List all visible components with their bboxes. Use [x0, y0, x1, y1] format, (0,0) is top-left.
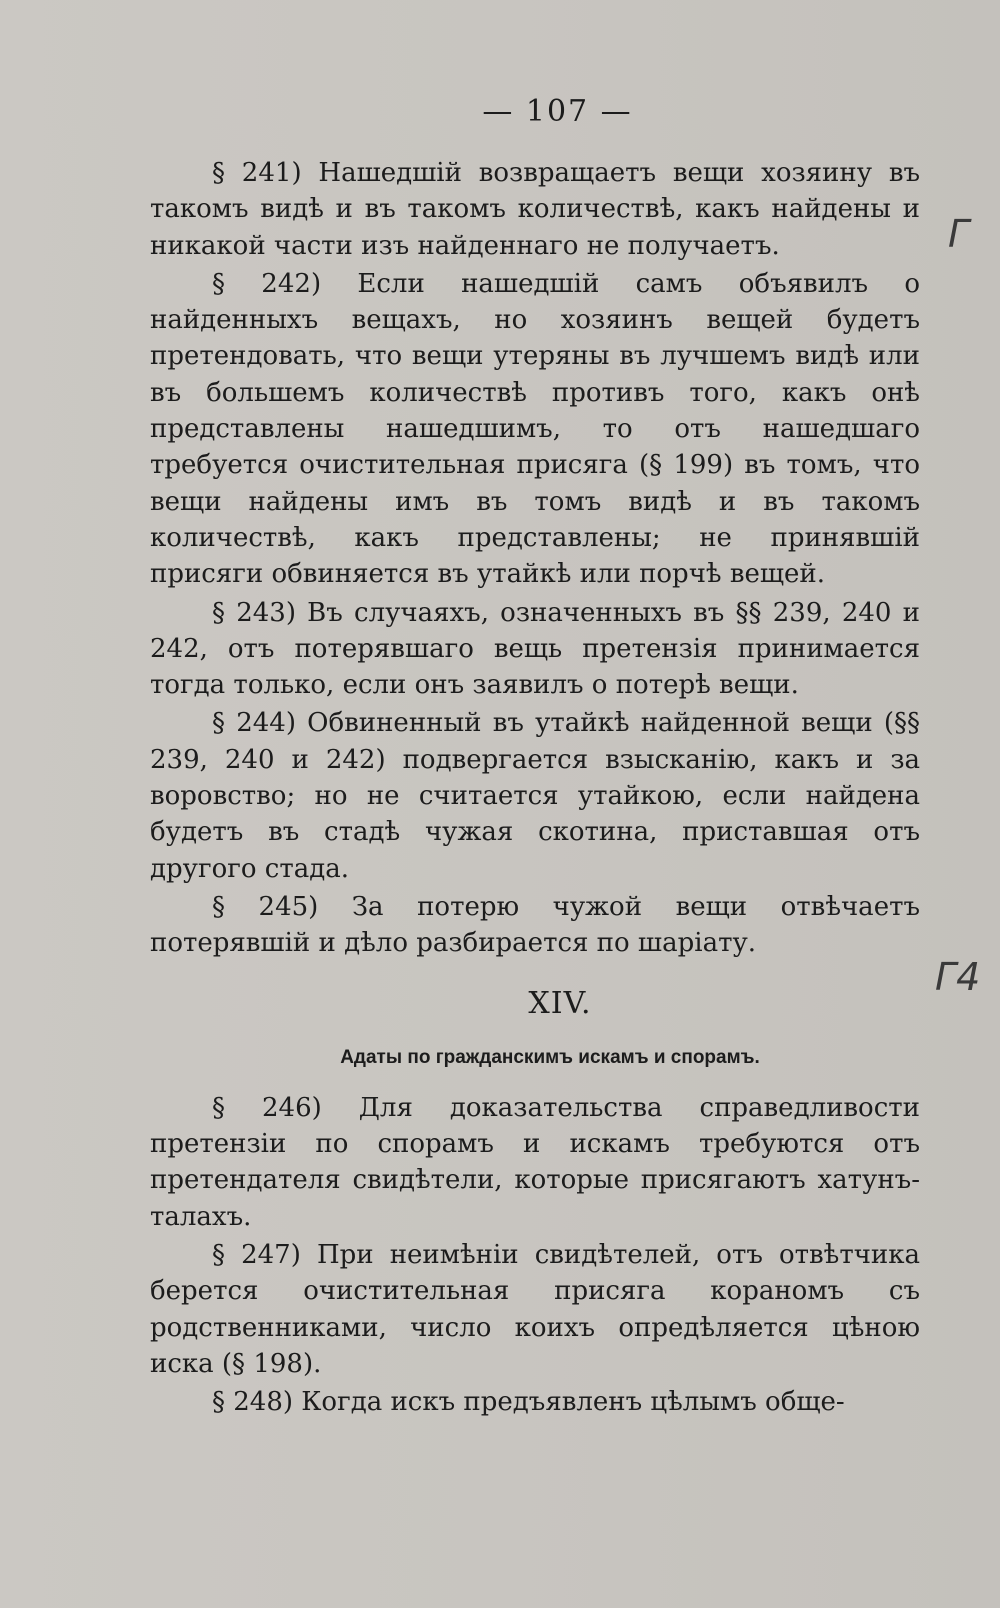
section-title: Адаты по гражданскимъ искамъ и спорамъ. — [340, 1046, 760, 1068]
paragraph-243: § 243) Въ случаяхъ, означенныхъ въ §§ 239, 240 и 242, отъ потерявшаго вещь претензія принимается тогда только, если онъ заявилъ о потерѣ вещи. — [150, 597, 920, 701]
paragraph-242: § 242) Если нашедшій самъ объявилъ о найденныхъ вещахъ, но хозяинъ вещей будетъ претендовать, что вещи утеряны въ лучшемъ видѣ или въ большемъ количествѣ противъ того, какъ онѣ представлены нашедшимъ, то отъ нашедшаго требуется очистительная присяга (§ 199) въ томъ, что вещи найдены имъ въ томъ видѣ и въ такомъ количествѣ, какъ представлены; не принявшій присяги обвиняется въ утайкѣ или порчѣ вещей. — [150, 268, 920, 590]
paragraph-247: § 247) При неимѣніи свидѣтелей, отъ отвѣтчика берется очистительная присяга кораномъ съ родственниками, число коихъ опредѣляется цѣною иска (§ 198). — [150, 1240, 920, 1379]
handwritten-margin-mark: Γ — [948, 212, 970, 256]
page-number: — 107 — — [482, 94, 633, 129]
paragraph-245: § 245) За потерю чужой вещи отвѣчаетъ потерявшій и дѣло разбирается по шаріату. — [150, 891, 920, 959]
handwritten-margin-mark: Γ4 — [935, 955, 981, 999]
paragraph-241: § 241) Нашедшій возвращаетъ вещи хозяину въ такомъ видѣ и въ такомъ количествѣ, какъ найдены и никакой части изъ найденнаго не получаетъ. — [150, 158, 920, 261]
page-body — [150, 155, 920, 1421]
section-number: XIV. — [528, 985, 592, 1021]
paragraph-244: § 244) Обвиненный въ утайкѣ найденной вещи (§§ 239, 240 и 242) подвергается взысканію, какъ и за воровство; но не считается утайкою, если найдена будетъ въ стадѣ чужая скотина, приставшая отъ другого стада. — [150, 708, 920, 884]
paragraph-248: § 248) Когда искъ предъявленъ цѣлымъ обще- — [212, 1387, 845, 1418]
paragraph-246: § 246) Для доказательства справедливости претензіи по спорамъ и искамъ требуются отъ претендателя свидѣтели, которые присягаютъ хатунъ-талахъ. — [150, 1092, 920, 1232]
